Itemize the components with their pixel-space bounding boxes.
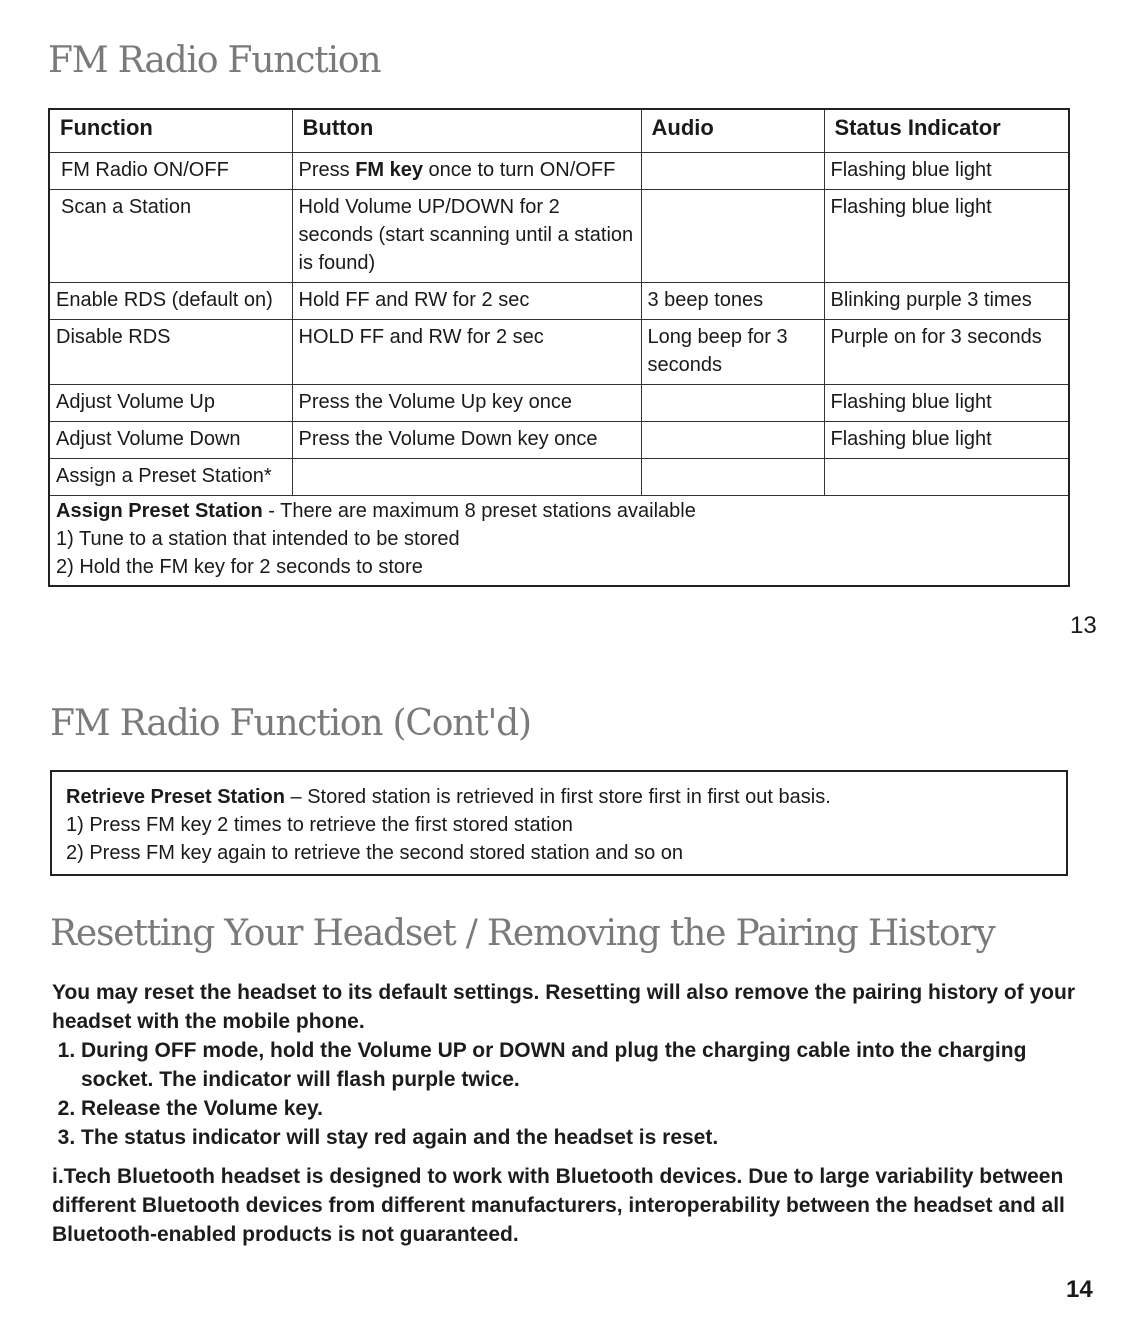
cell-button-post: once to turn ON/OFF <box>423 159 616 181</box>
table-header-row <box>49 109 1069 153</box>
retrieve-line-2: 2) Press FM key again to retrieve the second stored station and so on <box>66 842 683 864</box>
table-row <box>49 459 1069 496</box>
cell-audio <box>641 385 824 422</box>
header-function: Function <box>49 109 292 153</box>
cell-status: Flashing blue light <box>824 190 1069 283</box>
table-row <box>49 283 1069 320</box>
cell-audio <box>641 459 824 496</box>
cell-status: Flashing blue light <box>824 153 1069 190</box>
reset-instructions <box>52 978 1082 1152</box>
cell-button-pre: Press <box>298 159 356 181</box>
retrieve-line-1: 1) Press FM key 2 times to retrieve the first stored station <box>66 814 573 836</box>
fm-function-table <box>48 108 1070 587</box>
cell-function: Scan a Station <box>49 190 292 283</box>
header-button: Button <box>292 109 641 153</box>
cell-audio: 3 beep tones <box>641 283 824 320</box>
cell-function: Disable RDS <box>49 320 292 385</box>
table-row <box>49 422 1069 459</box>
cell-button <box>292 459 641 496</box>
cell-function: Assign a Preset Station* <box>49 459 292 496</box>
header-status: Status Indicator <box>824 109 1069 153</box>
cell-function: FM Radio ON/OFF <box>49 153 292 190</box>
list-item <box>81 1036 1082 1094</box>
header-audio: Audio <box>641 109 824 153</box>
list-item: 2. Release the Volume key. <box>81 1094 1082 1123</box>
cell-button: Hold Volume UP/DOWN for 2 seconds (start scanning until a station is found) <box>292 190 641 283</box>
cell-audio <box>641 422 824 459</box>
table-row <box>49 385 1069 422</box>
retrieve-heading <box>66 783 1052 811</box>
page-number-13: 13 <box>1070 612 1097 639</box>
preset-note-line-1: 1) Tune to a station that intended to be stored <box>56 528 460 550</box>
cell-status <box>824 459 1069 496</box>
cell-button <box>292 153 641 190</box>
section-title-fm-radio: FM Radio Function <box>48 40 381 81</box>
section-title-fm-radio-contd: FM Radio Function (Cont'd) <box>50 703 531 744</box>
cell-status: Flashing blue light <box>824 385 1069 422</box>
preset-note-line-2: 2) Hold the FM key for 2 seconds to store <box>56 556 423 578</box>
table-row <box>49 190 1069 283</box>
section-title-resetting: Resetting Your Headset / Removing the Pairing History <box>50 913 995 954</box>
step-1-bold: During OFF mode <box>81 1039 259 1062</box>
table-row <box>49 153 1069 190</box>
cell-function: Adjust Volume Down <box>49 422 292 459</box>
retrieve-title: Retrieve Preset Station <box>66 786 285 808</box>
cell-audio <box>641 153 824 190</box>
cell-audio <box>641 190 824 283</box>
cell-button: Hold FF and RW for 2 sec <box>292 283 641 320</box>
cell-button: Press the Volume Up key once <box>292 385 641 422</box>
table-note-row <box>49 496 1069 587</box>
list-item: 3. The status indicator will stay red again and the headset is reset. <box>81 1123 1082 1152</box>
preset-note <box>49 496 1069 587</box>
cell-button: Press the Volume Down key once <box>292 422 641 459</box>
table-row <box>49 320 1069 385</box>
cell-status: Flashing blue light <box>824 422 1069 459</box>
page-number-14: 14 <box>1066 1276 1093 1303</box>
preset-note-text: - There are maximum 8 preset stations available <box>262 500 696 522</box>
cell-button-bold: FM key <box>355 159 423 181</box>
cell-function: Enable RDS (default on) <box>49 283 292 320</box>
reset-intro: You may reset the headset to its default settings. Resetting will also remove the pairing history of your headset with the mobile phone. <box>52 981 1075 1033</box>
step-1-text: , hold the Volume UP or DOWN and plug the charging cable into the charging socket. The indicator will flash purple twice. <box>81 1039 1027 1091</box>
retrieve-preset-box <box>50 770 1068 876</box>
preset-note-title: Assign Preset Station <box>56 500 263 522</box>
cell-function: Adjust Volume Up <box>49 385 292 422</box>
cell-status: Purple on for 3 seconds <box>824 320 1069 385</box>
preset-note-heading <box>56 497 1062 525</box>
reset-steps <box>52 1036 1082 1152</box>
retrieve-text: – Stored station is retrieved in first store first in first out basis. <box>284 786 831 808</box>
cell-status: Blinking purple 3 times <box>824 283 1069 320</box>
cell-audio: Long beep for 3 seconds <box>641 320 824 385</box>
cell-button: HOLD FF and RW for 2 sec <box>292 320 641 385</box>
compatibility-disclaimer: i.Tech Bluetooth headset is designed to work with Bluetooth devices. Due to large variability between different Bluetooth devices from different manufacturers, interoperability between the headset and all Bluetooth-enabled products is not guaranteed. <box>52 1165 1065 1246</box>
